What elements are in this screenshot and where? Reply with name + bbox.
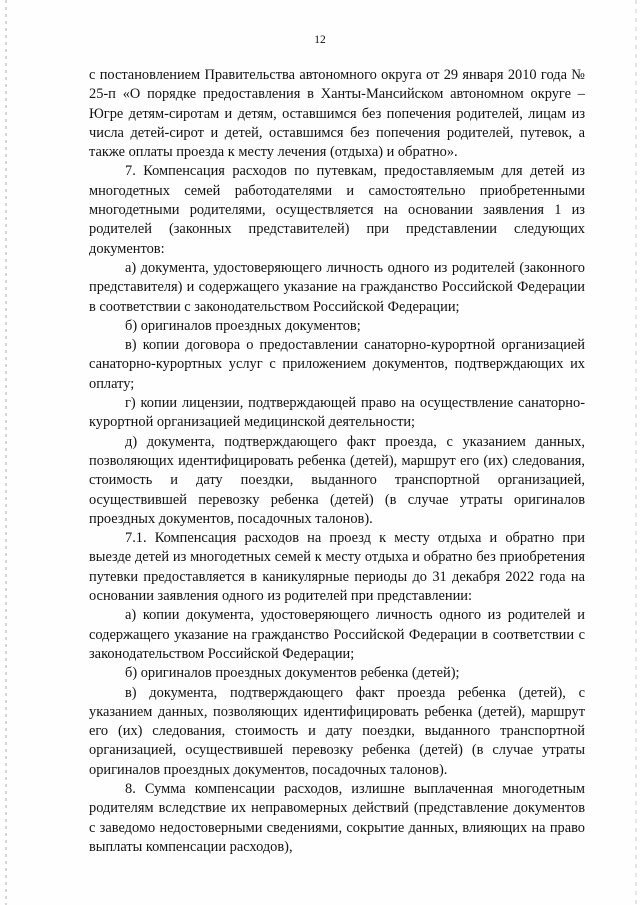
- paragraph-item-7-d: д) документа, подтверждающего факт проезда, с указанием данных, позволяющих идентифицировать ребенка (детей), маршрут его (их) следования, стоимость и дату поездки, выданного транспортной организацией, осуществившей перевозку ребенка (детей) (в случае утраты оригиналов проездных документов, посадочных талонов).: [89, 433, 585, 527]
- page-number: 12: [314, 34, 326, 46]
- paragraph-item-7-b: б) оригиналов проездных документов;: [125, 317, 361, 334]
- document-body: [89, 66, 585, 857]
- paragraph-item-7-1: 7.1. Компенсация расходов на проезд к месту отдыха и обратно при выезде детей из многодетных семей к месту отдыха и обратно без приобретения путевки предоставляется в каникулярные периоды до 31 декабря 2022 года на основании заявления одного из родителей при представлении:: [89, 530, 585, 605]
- paragraph-item-7-g: г) копии лицензии, подтверждающей право на осуществление санаторно-курортной организацией медицинской деятельности;: [89, 395, 585, 431]
- paragraph-item-7-1-b: б) оригиналов проездных документов ребенка (детей);: [125, 665, 460, 682]
- scan-edge-right: [635, 0, 637, 905]
- paragraph-item-7-1-v: в) документа, подтверждающего факт проезда ребенка (детей), с указанием данных, позволяющих идентифицировать ребенка (детей), маршрут его (их) следования, стоимость и дату поездки, выданного транспортной организацией, осуществившей перевозку ребенка (детей) (в случае утраты оригиналов проездных документов, посадочных талонов).: [89, 684, 585, 778]
- paragraph-item-7: 7. Компенсация расходов по путевкам, предоставляемым для детей из многодетных семей работодателями и самостоятельно приобретенными многодетными родителями, осуществляется на основании заявления 1 из родителей (законных представителей) при представлении следующих документов:: [89, 163, 585, 257]
- paragraph-item-7-a: а) документа, удостоверяющего личность одного из родителей (законного представителя) и содержащего указание на гражданство Российской Федерации в соответствии с законодательством Российской Федерации;: [89, 259, 585, 315]
- paragraph-item-7-v: в) копии договора о предоставлении санаторно-курортной организацией санаторно-курортных услуг с приложением документов, подтверждающих их оплату;: [89, 337, 585, 392]
- paragraph-continuation: с постановлением Правительства автономного округа от 29 января 2010 года № 25-п «О порядке предоставления в Ханты-Мансийском автономном округе – Югре детям-сиротам и детям, оставшимся без попечения родителей, лицам из числа детей-сирот и детей, оставшимся без попечения родителей, путевок, а также оплаты проезда к месту лечения (отдыха) и обратно».: [89, 67, 585, 161]
- scan-edge-left: [5, 0, 7, 905]
- paragraph-item-7-1-a: а) копии документа, удостоверяющего личность одного из родителей и содержащего указание на гражданство Российской Федерации в соответствии с законодательством Российской Федерации;: [89, 607, 585, 662]
- paragraph-item-8: 8. Сумма компенсации расходов, излишне выплаченная многодетным родителям вследствие их неправомерных действий (представление документов с заведомо недостоверными сведениями, сокрытие данных, влияющих на право выплаты компенсации расходов),: [89, 780, 585, 855]
